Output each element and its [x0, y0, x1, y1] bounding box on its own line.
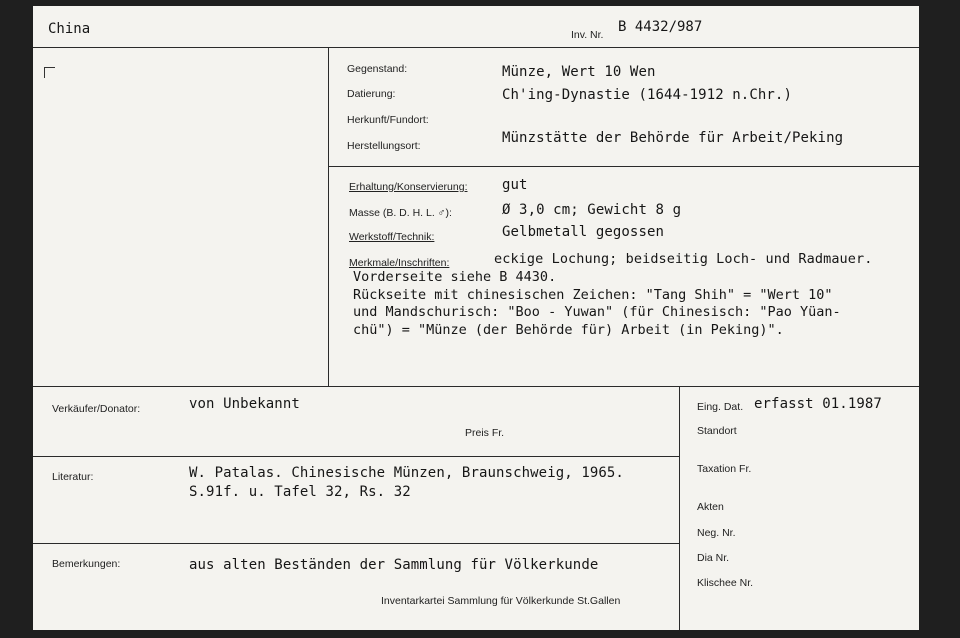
datierung-label: Datierung: — [347, 88, 396, 100]
dia-nr-label: Dia Nr. — [697, 552, 730, 564]
merkmale-line: Rückseite mit chinesischen Zeichen: "Tang Shih" = "Wert 10" — [353, 286, 833, 303]
merkmale-first-line: eckige Lochung; beidseitig Loch- und Radmauer. — [494, 251, 873, 267]
erhaltung-label: Erhaltung/Konservierung: — [349, 181, 468, 193]
literatur-label: Literatur: — [52, 471, 94, 483]
merkmale-line: Vorderseite siehe B 4430. — [353, 269, 557, 285]
card-footer: Inventarkartei Sammlung für Völkerkunde St.Gallen — [381, 595, 621, 607]
divider — [679, 386, 680, 630]
verkaeufer-label: Verkäufer/Donator: — [52, 403, 141, 415]
herstellungsort-label: Herstellungsort: — [347, 140, 421, 152]
taxation-label: Taxation Fr. — [697, 463, 752, 475]
herkunft-label: Herkunft/Fundort: — [347, 114, 429, 126]
merkmale-line: und Mandschurisch: "Boo - Yuwan" (für Chinesisch: "Pao Yüan- — [353, 304, 841, 320]
verkaeufer-value: von Unbekannt — [189, 396, 300, 412]
akten-label: Akten — [697, 501, 724, 513]
corner-mark — [44, 67, 55, 78]
erhaltung-value: gut — [502, 177, 528, 193]
preis-label: Preis Fr. — [465, 427, 505, 439]
divider — [328, 47, 329, 386]
divider — [33, 543, 679, 544]
divider — [33, 47, 919, 48]
eingang-label: Eing. Dat. — [697, 401, 744, 413]
herstellungsort-value: Münzstätte der Behörde für Arbeit/Peking — [502, 130, 844, 146]
literatur-line-1: W. Patalas. Chinesische Münzen, Braunschweig, 1965. — [189, 465, 624, 481]
inventory-card — [33, 6, 919, 630]
werkstoff-value: Gelbmetall gegossen — [502, 224, 665, 240]
divider — [328, 166, 919, 167]
merkmale-line: chü") = "Münze (der Behörde für) Arbeit (in Peking)". — [353, 321, 784, 338]
merkmale-text — [353, 269, 919, 339]
datierung-value: Ch'ing-Dynastie (1644-1912 n.Chr.) — [502, 87, 792, 103]
literatur-line-2: S.91f. u. Tafel 32, Rs. 32 — [189, 484, 411, 500]
masse-label: Masse (B. D. H. L. ♂): — [349, 207, 452, 219]
eingang-value: erfasst 01.1987 — [754, 396, 882, 412]
neg-nr-label: Neg. Nr. — [697, 527, 736, 539]
klischee-nr-label: Klischee Nr. — [697, 577, 754, 589]
divider — [33, 456, 679, 457]
gegenstand-label: Gegenstand: — [347, 63, 408, 75]
inventory-number: B 4432/987 — [618, 19, 703, 35]
bemerkungen-label: Bemerkungen: — [52, 558, 121, 570]
region-title: China — [48, 21, 91, 37]
masse-value: Ø 3,0 cm; Gewicht 8 g — [502, 202, 682, 218]
divider — [33, 386, 919, 387]
merkmale-label: Merkmale/Inschriften: — [349, 257, 450, 269]
inventory-number-label: Inv. Nr. — [571, 29, 604, 41]
gegenstand-value: Münze, Wert 10 Wen — [502, 64, 656, 80]
bemerkungen-value: aus alten Beständen der Sammlung für Völkerkunde — [189, 557, 599, 573]
werkstoff-label: Werkstoff/Technik: — [349, 231, 435, 243]
standort-label: Standort — [697, 425, 737, 437]
